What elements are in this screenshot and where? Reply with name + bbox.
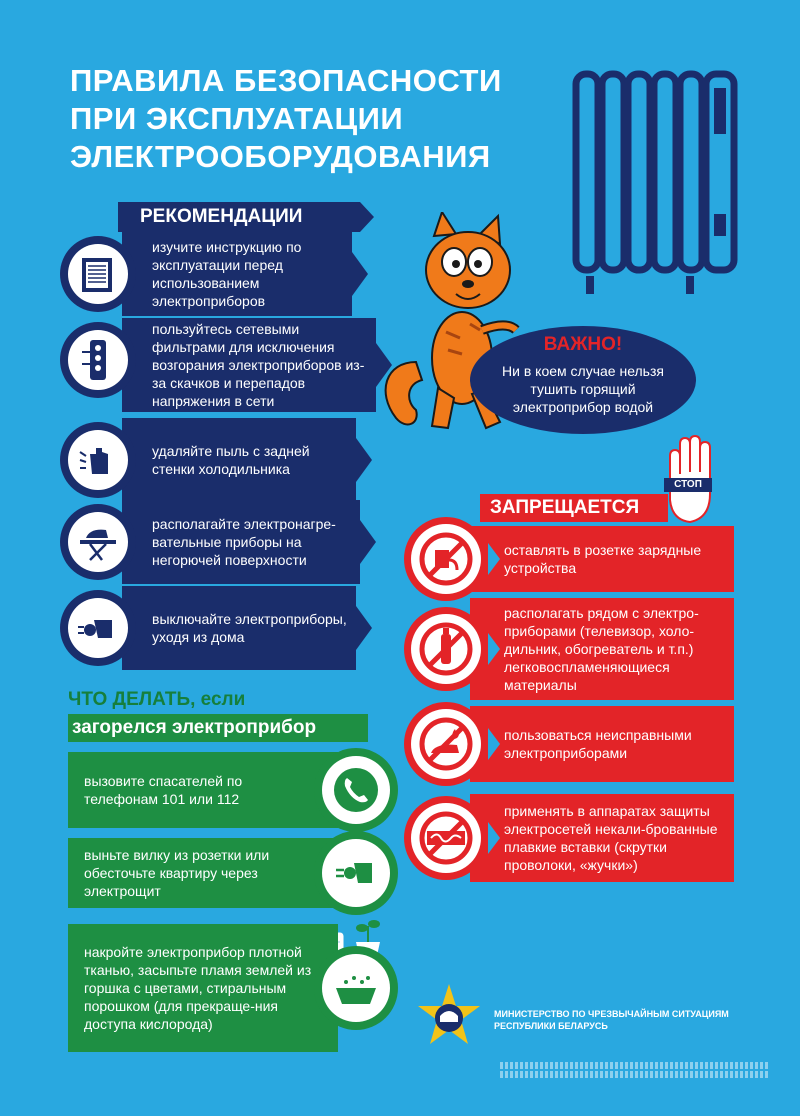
forbidden-heading: ЗАПРЕЩАЕТСЯ xyxy=(480,494,668,522)
important-text: Ни в коем случае нельзя тушить горящий электроприбор водой xyxy=(502,363,664,415)
forbidden-item xyxy=(404,794,734,882)
title-line-1: ПРАВИЛА БЕЗОПАСНОСТИ xyxy=(70,63,502,98)
recommendation-text: выключайте электроприборы, уходя из дома xyxy=(152,611,347,645)
recommendation-text: удаляйте пыль с задней стенки холодильника xyxy=(152,443,310,477)
flammable-bottle-icon xyxy=(411,614,481,684)
recommendation-item xyxy=(60,232,352,316)
radiator-illustration xyxy=(566,64,746,300)
manual-icon xyxy=(68,244,128,304)
phone-icon xyxy=(322,756,390,824)
important-heading: ВАЖНО! xyxy=(543,334,623,355)
fire-action-item xyxy=(68,838,398,908)
fire-action-item xyxy=(68,924,398,1052)
fire-actions-subheading: загорелся электроприбор xyxy=(68,714,368,742)
print-info-line-1 xyxy=(500,1062,770,1069)
forbidden-text: применять в аппаратах защиты электросетей некали-брованные плавкие вставки (скрутки проволоки, «жучки») xyxy=(504,803,718,873)
title-line-2: ПРИ ЭКСПЛУАТАЦИИ xyxy=(70,101,404,136)
iron-board-icon xyxy=(68,512,128,572)
basin-icon xyxy=(322,954,390,1022)
fire-action-item xyxy=(68,752,398,828)
fuse-wire-icon xyxy=(411,803,481,873)
fire-actions-heading: ЧТО ДЕЛАТЬ, если xyxy=(68,689,246,710)
recommendation-item xyxy=(60,500,360,584)
fire-action-text: выньте вилку из розетки или обесточьте квартиру через электрощит xyxy=(84,847,270,899)
ministry-name xyxy=(494,1008,729,1032)
fire-action-text: накройте электроприбор плотной тканью, засыпьте пламя землей из горшка с цветами, стиральным порошком (для прекраще-ния доступа кислорода) xyxy=(84,944,312,1032)
forbidden-text: оставлять в розетке зарядные устройства xyxy=(504,542,702,576)
ministry-line-1: МИНИСТЕРСТВО ПО ЧРЕЗВЫЧАЙНЫМ СИТУАЦИЯМ xyxy=(494,1009,729,1019)
recommendation-text: располагайте электронагре-вательные приборы на негорючей поверхности xyxy=(152,516,336,568)
burning-iron-icon xyxy=(411,709,481,779)
important-bubble xyxy=(470,326,696,434)
recommendation-item xyxy=(60,586,356,670)
stop-label: СТОП xyxy=(674,479,702,490)
surge-filter-icon xyxy=(68,330,128,390)
ministry-emblem xyxy=(414,982,484,1052)
forbidden-item xyxy=(404,706,734,782)
recommendations-heading: РЕКОМЕНДАЦИИ xyxy=(118,202,360,232)
recommendation-text: пользуйтесь сетевыми фильтрами для исключения возгорания электроприборов из-за скачков и перепадов напряжения в сети xyxy=(152,321,365,409)
forbidden-text: пользоваться неисправными электроприборами xyxy=(504,727,692,761)
dust-hand-icon xyxy=(68,430,128,490)
print-info xyxy=(500,1062,770,1078)
recommendation-item xyxy=(60,318,376,412)
fire-action-text: вызовите спасателей по телефонам 101 или 112 xyxy=(84,773,243,807)
forbidden-text: располагать рядом с электро-приборами (телевизор, холо-дильник, обогреватель и т.п.) легковоспламеняющиеся материалы xyxy=(504,605,699,693)
poster-title xyxy=(70,62,502,176)
recommendation-text: изучите инструкцию по эксплуатации перед использованием электроприборов xyxy=(152,239,302,309)
ministry-line-2: РЕСПУБЛИКИ БЕЛАРУСЬ xyxy=(494,1021,608,1031)
forbidden-item xyxy=(404,526,734,592)
charger-icon xyxy=(411,524,481,594)
plug-hand-icon xyxy=(322,839,390,907)
print-info-line-2 xyxy=(500,1071,770,1078)
unplug-icon xyxy=(68,598,128,658)
title-line-3: ЭЛЕКТРООБОРУДОВАНИЯ xyxy=(70,139,491,174)
forbidden-item xyxy=(404,598,734,700)
recommendation-item xyxy=(60,418,356,502)
